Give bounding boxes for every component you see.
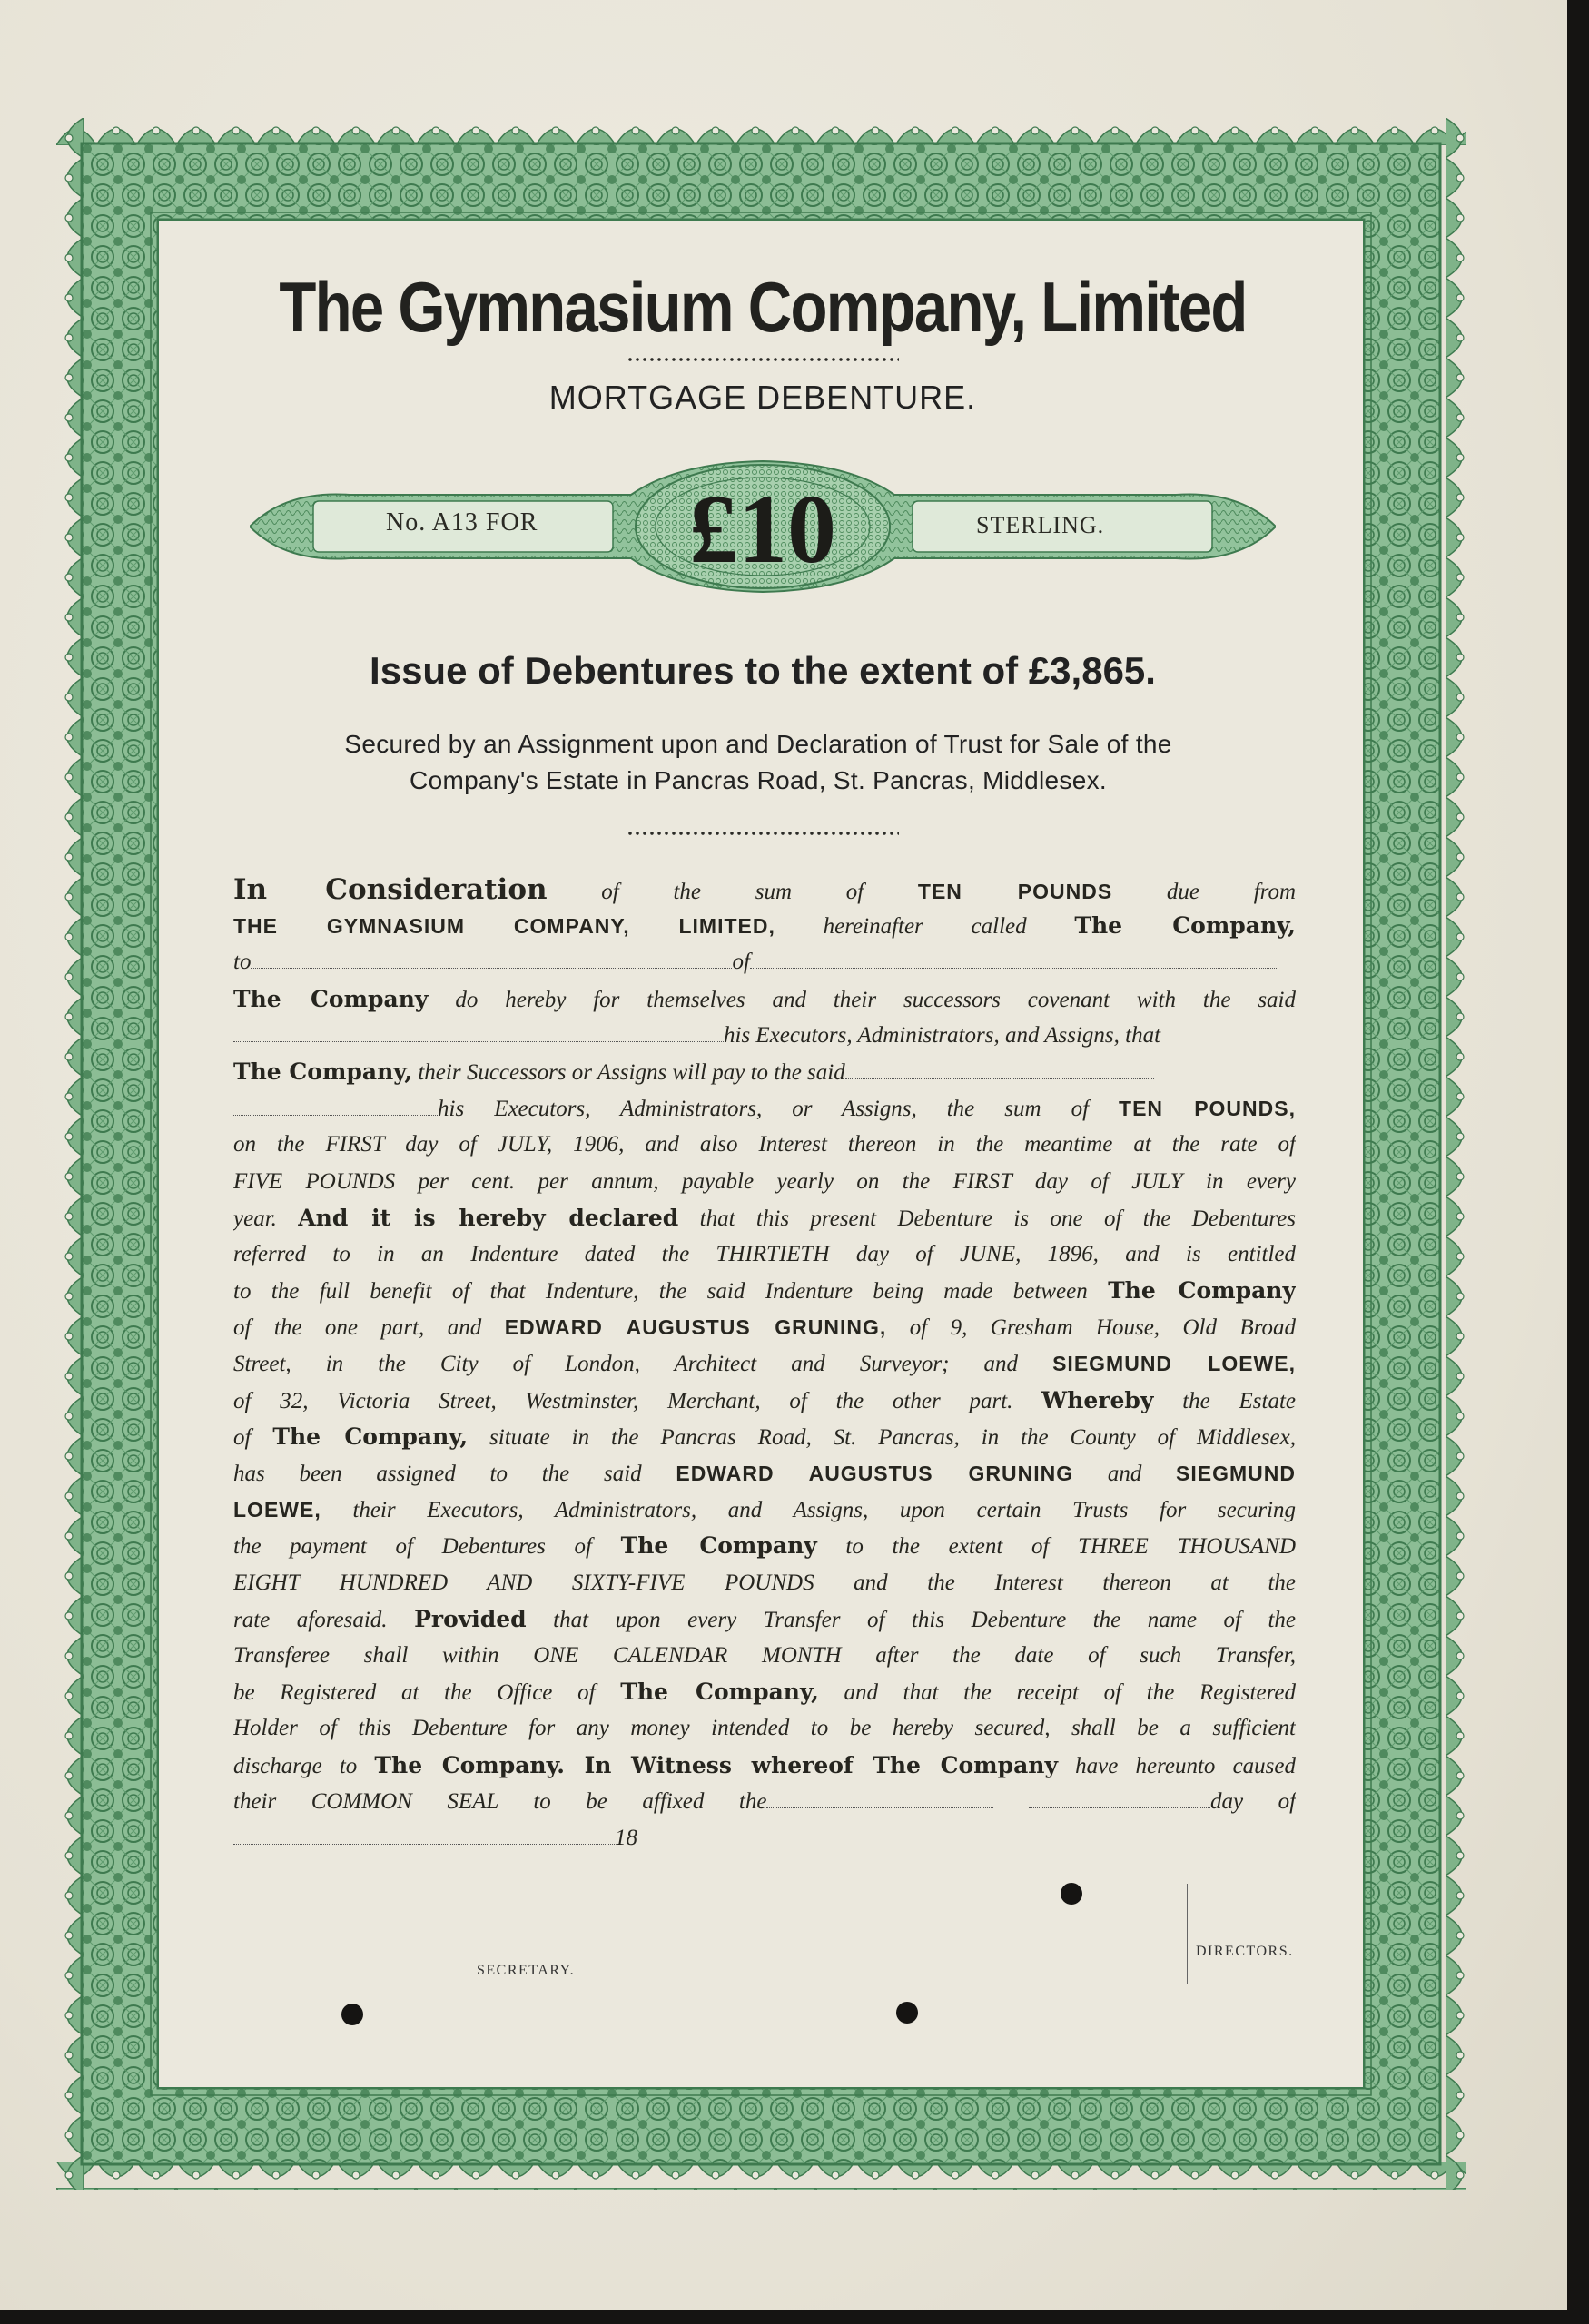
issue-heading: Issue of Debentures to the extent of £3,865. — [370, 649, 1156, 692]
currency-label: STERLING. — [976, 512, 1105, 538]
amount-value: £10 — [689, 476, 836, 584]
debenture-body — [233, 872, 1296, 1856]
body-line: be Registered at the Office of The Company, and that the receipt of the Registered — [233, 1679, 1296, 1706]
seal-month-field[interactable] — [1029, 1784, 1210, 1808]
directors-label: DIRECTORS. — [1196, 1944, 1294, 1959]
payee-address-field[interactable] — [750, 944, 1277, 969]
punch-hole — [1061, 1883, 1082, 1905]
body-line: of the one part, and EDWARD AUGUSTUS GRUNING, of 9, Gresham House, Old Broad — [233, 1315, 1296, 1341]
body-line: the payment of Debentures of The Company to the extent of THREE THOUSAND — [233, 1532, 1296, 1560]
body-line: referred to in an Indenture dated the THIRTIETH day of JUNE, 1896, and is entitled — [233, 1241, 1296, 1266]
company-title: The Gymnasium Company, Limited — [279, 267, 1247, 347]
body-line: The Company, their Successors or Assigns will pay to the said — [233, 1054, 1296, 1090]
body-line: FIVE POUNDS per cent. per annum, payable yearly on the FIRST day of JULY in every — [233, 1168, 1296, 1194]
scan-edge-right — [1567, 0, 1589, 2324]
body-line: LOEWE, their Executors, Administrators, and Assigns, upon certain Trusts for securing — [233, 1498, 1296, 1523]
body-line: of The Company, situate in the Pancras Road, St. Pancras, in the County of Middlesex, — [233, 1423, 1296, 1450]
secured-line-2: Company's Estate in Pancras Road, St. Pancras, Middlesex. — [410, 766, 1107, 794]
seal-year-field[interactable] — [233, 1820, 615, 1845]
secured-text — [222, 726, 1294, 799]
denomination-ribbon — [250, 454, 1276, 599]
punch-hole — [896, 2002, 918, 2024]
body-line: on the FIRST day of JULY, 1906, and also Interest thereon in the meantime at the rate of — [233, 1132, 1296, 1157]
certificate-number: No. A13 FOR — [386, 508, 538, 537]
body-line: of 32, Victoria Street, Westminster, Merchant, of the other part. Whereby the Estate — [233, 1386, 1296, 1413]
secured-divider — [627, 831, 899, 836]
body-line: rate aforesaid. Provided that upon every Transfer of this Debenture the name of the — [233, 1605, 1296, 1632]
body-line: his Executors, Administrators, and Assigns, that — [233, 1018, 1296, 1054]
body-line: The Company do hereby for themselves and their successors covenant with the said — [233, 985, 1296, 1012]
body-line: discharge to The Company. In Witness whereof The Company have hereunto caused — [233, 1751, 1296, 1778]
secretary-label: SECRETARY. — [477, 1963, 576, 1978]
holder-name-field[interactable] — [233, 1018, 724, 1042]
body-line: to the full benefit of that Indenture, the said Indenture being made between The Company — [233, 1277, 1296, 1305]
body-line: 18 — [233, 1820, 1296, 1856]
scan-edge-bottom — [0, 2310, 1589, 2324]
document-type: MORTGAGE DEBENTURE. — [548, 379, 977, 416]
body-line: to of — [233, 944, 1296, 980]
body-line: their COMMON SEAL to be affixed the day of — [233, 1784, 1296, 1820]
body-line: has been assigned to the said EDWARD AUGUSTUS GRUNING and SIEGMUND — [233, 1462, 1296, 1486]
body-line: THE GYMNASIUM COMPANY, LIMITED, hereinafter called The Company, — [233, 912, 1296, 940]
payee-name-field[interactable] — [251, 944, 732, 969]
seal-date-field[interactable] — [766, 1784, 993, 1808]
payee-field-3[interactable] — [233, 1091, 438, 1116]
body-line: In Consideration of the sum of TEN POUNDS due from — [233, 873, 1296, 906]
body-line: his Executors, Administrators, or Assigns, the sum of TEN POUNDS, — [233, 1090, 1296, 1127]
body-line: year. And it is hereby declared that this present Debenture is one of the Debentures — [233, 1204, 1296, 1231]
secured-line-1: Secured by an Assignment upon and Declaration of Trust for Sale of the — [344, 730, 1172, 758]
title-divider — [627, 357, 899, 362]
certificate-content — [159, 222, 1367, 2074]
body-line: Holder of this Debenture for any money intended to be hereby secured, shall be a sufficient — [233, 1716, 1296, 1741]
payee-field-2[interactable] — [845, 1055, 1154, 1079]
body-line: EIGHT HUNDRED AND SIXTY-FIVE POUNDS and the Interest thereon at the — [233, 1570, 1296, 1595]
punch-hole — [341, 2004, 363, 2025]
body-line: Street, in the City of London, Architect and Surveyor; and SIEGMUND LOEWE, — [233, 1352, 1296, 1377]
body-line: Transferee shall within ONE CALENDAR MONTH after the date of such Transfer, — [233, 1642, 1296, 1668]
directors-bracket — [1187, 1884, 1188, 1984]
